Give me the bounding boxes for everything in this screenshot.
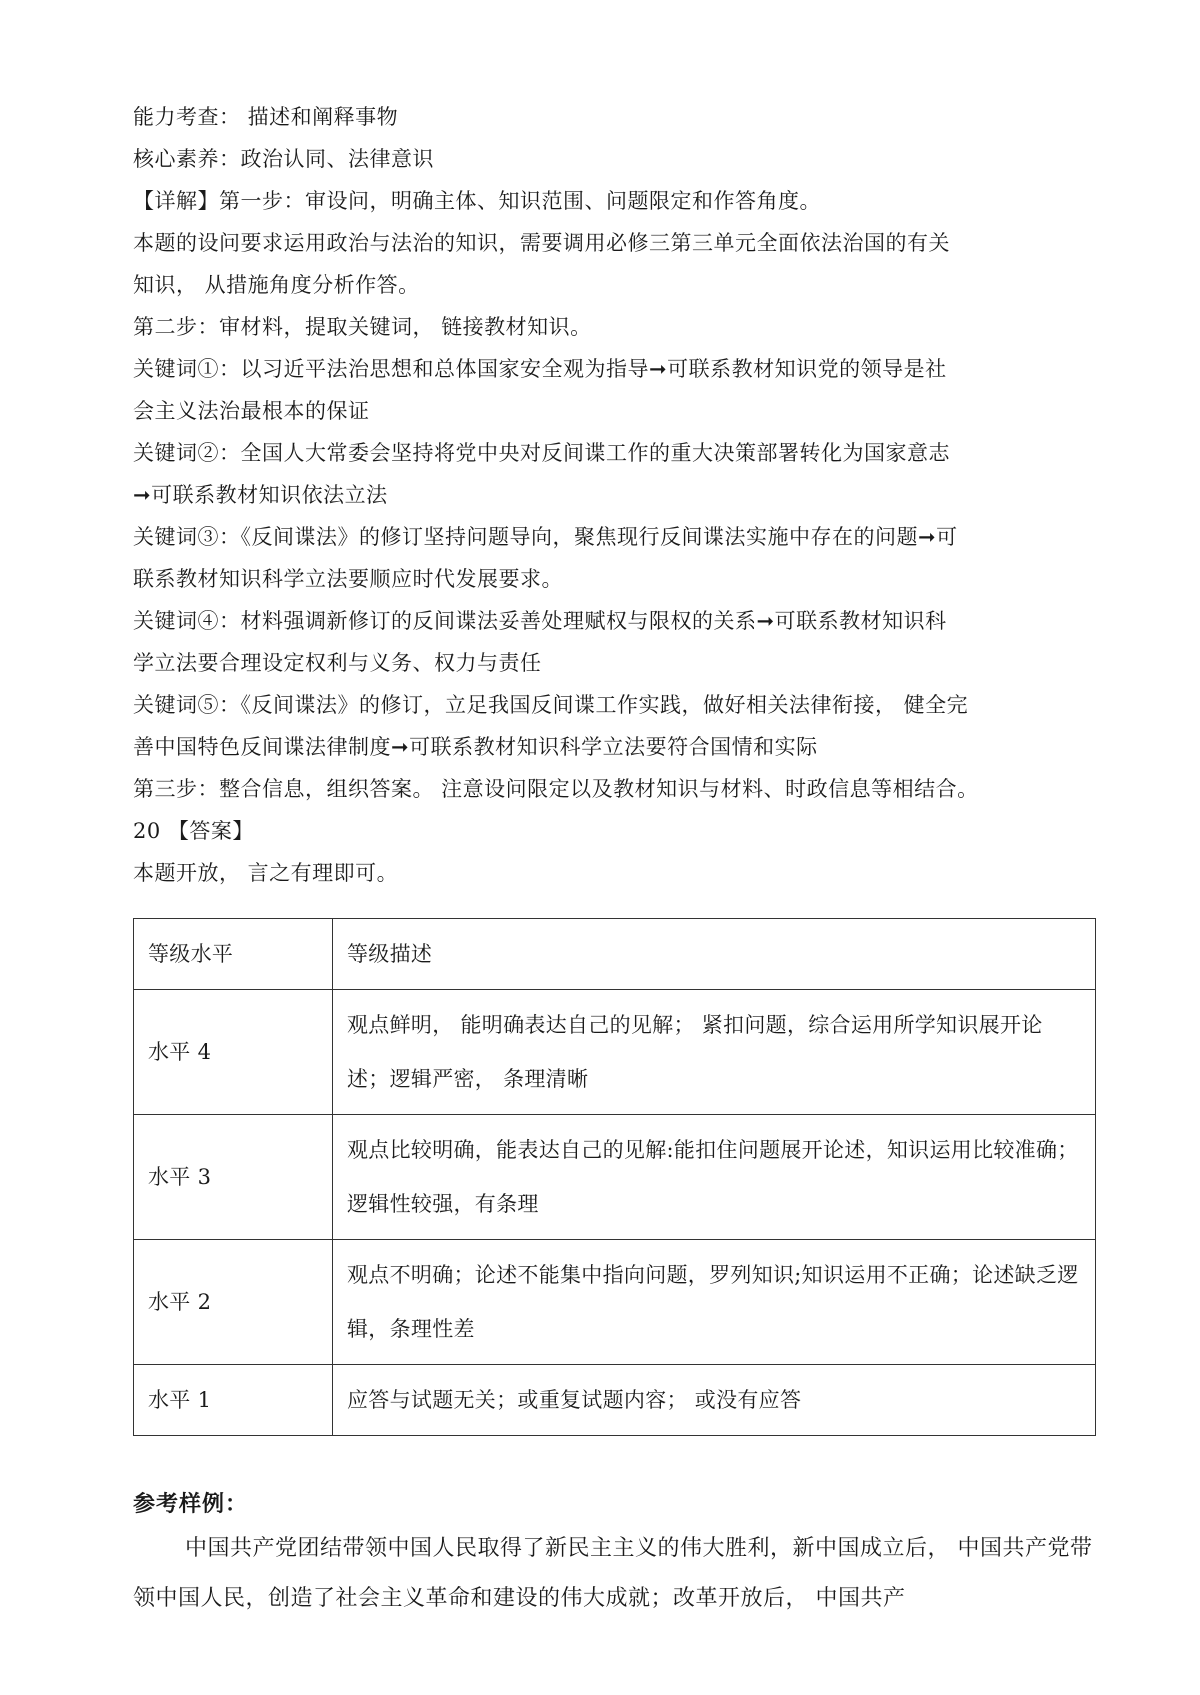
grading-table xyxy=(133,918,1096,1436)
step1-line: 【详解】第一步：审设问，明确主体、知识范围、问题限定和作答角度。 xyxy=(133,189,821,213)
description-cell: 应答与试题无关；或重复试题内容； 或没有应答 xyxy=(333,1365,1096,1436)
table-row xyxy=(134,1115,1096,1240)
step2-line: 第二步：审材料，提取关键词， 链接教材知识。 xyxy=(133,315,592,339)
keyword2-line-1: 关键词②：全国人大常委会坚持将党中央对反间谍工作的重大决策部署转化为国家意志 xyxy=(133,441,950,465)
header-level: 等级水平 xyxy=(134,919,333,990)
step3-line: 第三步：整合信息，组织答案。 注意设问限定以及教材知识与材料、时政信息等相结合。 xyxy=(133,777,979,801)
question20-answer-heading: 20 【答案】 xyxy=(133,819,254,843)
keyword2-line-2: ➞可联系教材知识依法立法 xyxy=(133,483,388,507)
description-cell: 观点不明确；论述不能集中指向问题，罗列知识;知识运用不正确；论述缺乏逻辑，条理性差 xyxy=(333,1240,1096,1365)
table-row xyxy=(134,1365,1096,1436)
answer-explanation xyxy=(133,96,1093,894)
table-header-row xyxy=(134,919,1096,990)
ability-line: 能力考查： 描述和阐释事物 xyxy=(133,105,399,129)
sample-body: 中国共产党团结带领中国人民取得了新民主主义的伟大胜利，新中国成立后， 中国共产党带领中国人民，创造了社会主义革命和建设的伟大成就；改革开放后， 中国共产 xyxy=(133,1536,1093,1611)
keyword3-line-2: 联系教材知识科学立法要顺应时代发展要求。 xyxy=(133,567,563,591)
keyword5-line-1: 关键词⑤：《反间谍法》的修订，立足我国反间谍工作实践，做好相关法律衔接， 健全完 xyxy=(133,693,969,717)
level-cell: 水平 4 xyxy=(134,990,333,1115)
header-description: 等级描述 xyxy=(333,919,1096,990)
keyword1-line-1: 关键词①：以习近平法治思想和总体国家安全观为指导➞可联系教材知识党的领导是社 xyxy=(133,357,947,381)
level-cell: 水平 3 xyxy=(134,1115,333,1240)
description-cell: 观点鲜明， 能明确表达自己的见解； 紧扣问题，综合运用所学知识展开论述；逻辑严密， 条理清晰 xyxy=(333,990,1096,1115)
table-row xyxy=(134,1240,1096,1365)
keyword4-line-2: 学立法要合理设定权利与义务、权力与责任 xyxy=(133,651,542,675)
description-cell: 观点比较明确，能表达自己的见解:能扣住问题展开论述，知识运用比较准确；逻辑性较强，有条理 xyxy=(333,1115,1096,1240)
keyword4-line-1: 关键词④：材料强调新修订的反间谍法妥善处理赋权与限权的关系➞可联系教材知识科 xyxy=(133,609,947,633)
requirement-line-2: 知识， 从措施角度分析作答。 xyxy=(133,273,420,297)
level-cell: 水平 2 xyxy=(134,1240,333,1365)
sample-title: 参考样例： xyxy=(133,1492,249,1517)
keyword5-line-2: 善中国特色反间谍法律制度➞可联系教材知识科学立法要符合国情和实际 xyxy=(133,735,818,759)
keyword1-line-2: 会主义法治最根本的保证 xyxy=(133,399,370,423)
requirement-line-1: 本题的设问要求运用政治与法治的知识，需要调用必修三第三单元全面依法治国的有关 xyxy=(133,231,950,255)
open-answer-note: 本题开放， 言之有理即可。 xyxy=(133,861,399,885)
keyword3-line-1: 关键词③：《反间谍法》的修订坚持问题导向，聚焦现行反间谍法实施中存在的问题➞可 xyxy=(133,525,958,549)
literacy-line: 核心素养：政治认同、法律意识 xyxy=(133,147,434,171)
table-row xyxy=(134,990,1096,1115)
level-cell: 水平 1 xyxy=(134,1365,333,1436)
